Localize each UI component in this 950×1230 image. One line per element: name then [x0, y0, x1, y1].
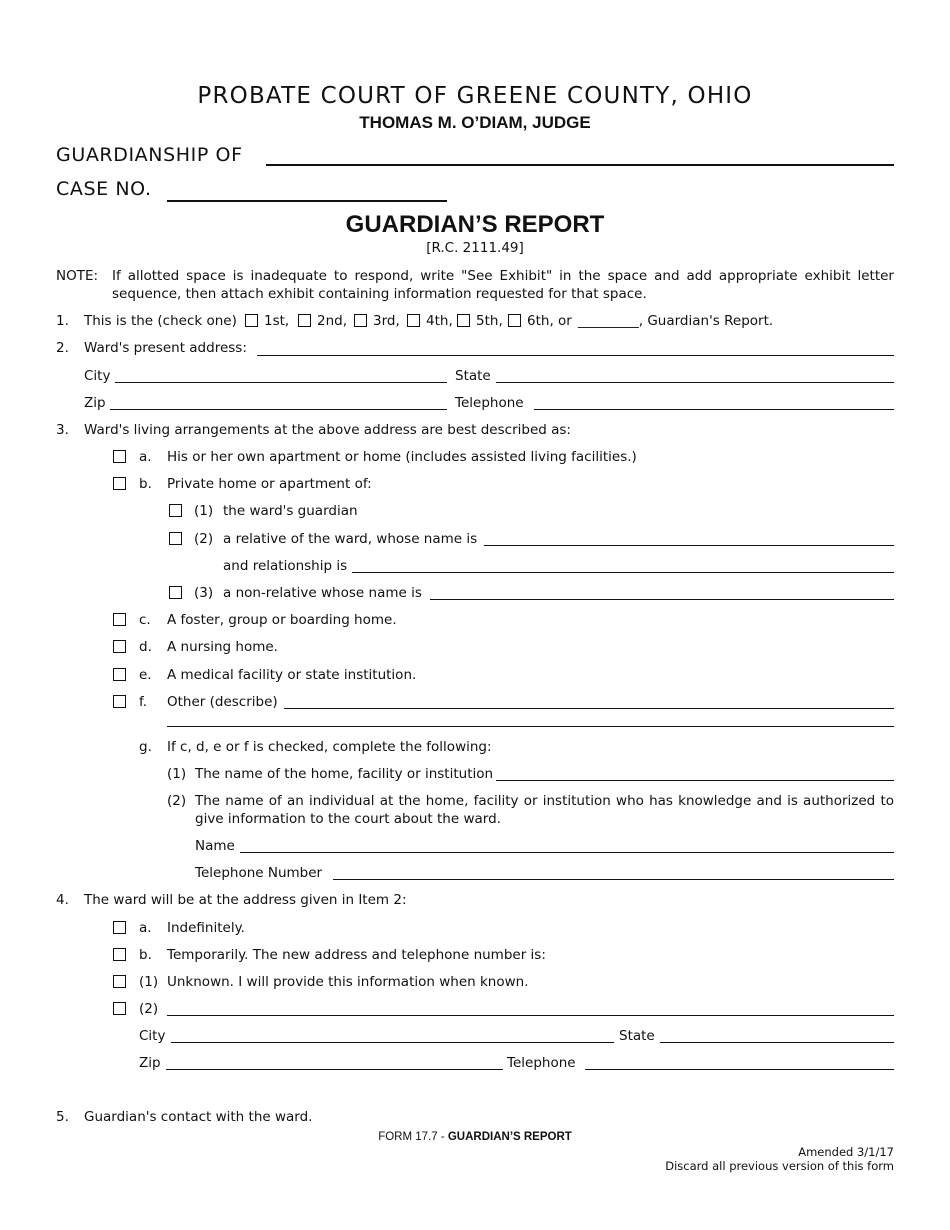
item-3g2-line-2: give information to the court about the ward. — [195, 811, 501, 827]
checkbox-4b[interactable] — [113, 948, 126, 961]
item-3g2-number: (2) — [167, 793, 187, 809]
item-3g1-text: The name of the home, facility or institution — [195, 766, 494, 782]
item-3c-text: A foster, group or boarding home. — [167, 612, 397, 628]
checkbox-4-unknown[interactable] — [113, 975, 126, 988]
relationship-field[interactable] — [352, 572, 894, 573]
item-2-number: 2. — [56, 340, 69, 356]
checkbox-1st[interactable] — [245, 314, 258, 327]
telephone-label: Telephone — [455, 395, 524, 411]
item-3d-text: A nursing home. — [167, 639, 278, 655]
discard-notice: Discard all previous version of this form — [665, 1159, 894, 1173]
item-3g-text: If c, d, e or f is checked, complete the following: — [167, 739, 492, 755]
checkbox-4th[interactable] — [407, 314, 420, 327]
guardianship-of-field[interactable] — [266, 164, 894, 166]
item-3g2-line-1: The name of an individual at the home, facility or institution who has knowledge and is authorized to — [195, 793, 894, 809]
case-number-label: CASE NO. — [56, 178, 152, 200]
city-field[interactable] — [115, 382, 447, 383]
item-3b-letter: b. — [139, 476, 152, 492]
new-telephone-field[interactable] — [585, 1069, 894, 1070]
item-5-number: 5. — [56, 1109, 69, 1125]
ward-address-label: Ward's present address: — [84, 340, 247, 356]
ward-address-field[interactable] — [257, 355, 894, 356]
form-footer-name: GUARDIAN’S REPORT — [447, 1131, 572, 1143]
city-label: City — [84, 368, 111, 384]
new-state-label: State — [619, 1028, 655, 1044]
item-4b-letter: b. — [139, 947, 152, 963]
note-line-2: sequence, then attach exhibit containing information requested for that space. — [112, 286, 647, 302]
option-2nd: 2nd, — [317, 313, 348, 329]
checkbox-3e[interactable] — [113, 668, 126, 681]
item-3d-letter: d. — [139, 639, 152, 655]
item-3f-text: Other (describe) — [167, 694, 278, 710]
zip-label: Zip — [84, 395, 106, 411]
checkbox-6th[interactable] — [508, 314, 521, 327]
checkbox-3b[interactable] — [113, 477, 126, 490]
item-4-unknown-number: (1) — [139, 974, 159, 990]
item-3b1-number: (1) — [194, 503, 214, 519]
note-line-1: If allotted space is inadequate to respond, write "See Exhibit" in the space and add appropriate exhibit letter — [112, 268, 894, 284]
contact-name-label: Name — [195, 838, 235, 854]
item-4-new-address-number: (2) — [139, 1001, 159, 1017]
checkbox-3a[interactable] — [113, 450, 126, 463]
other-describe-field-2[interactable] — [167, 726, 894, 727]
judge-name: THOMAS M. O’DIAM, JUDGE — [359, 113, 591, 132]
item-3e-text: A medical facility or state institution. — [167, 667, 417, 683]
case-number-field[interactable] — [167, 200, 447, 202]
option-6th: 6th, or — [527, 313, 572, 329]
item-4a-text: Indefinitely. — [167, 920, 245, 936]
item-3e-letter: e. — [139, 667, 152, 683]
item-3g1-number: (1) — [167, 766, 187, 782]
new-city-label: City — [139, 1028, 166, 1044]
new-telephone-label: Telephone — [507, 1055, 576, 1071]
item-3a-letter: a. — [139, 449, 152, 465]
contact-phone-label: Telephone Number — [195, 865, 323, 881]
checkbox-3rd[interactable] — [354, 314, 367, 327]
form-number: FORM 17.7 - — [378, 1131, 448, 1143]
option-3rd: 3rd, — [373, 313, 400, 329]
telephone-field[interactable] — [534, 409, 894, 410]
item-3a-text: His or her own apartment or home (includes assisted living facilities.) — [167, 449, 637, 465]
checkbox-3b1[interactable] — [169, 504, 182, 517]
relationship-label: and relationship is — [223, 558, 348, 574]
note-label: NOTE: — [56, 268, 99, 284]
amended-date: Amended 3/1/17 — [798, 1145, 894, 1159]
state-field[interactable] — [496, 382, 894, 383]
contact-name-field[interactable] — [240, 852, 894, 853]
state-label: State — [455, 368, 491, 384]
contact-phone-field[interactable] — [333, 879, 894, 880]
checkbox-4-new-address[interactable] — [113, 1002, 126, 1015]
new-zip-label: Zip — [139, 1055, 161, 1071]
new-zip-field[interactable] — [166, 1069, 503, 1070]
option-5th: 5th, — [476, 313, 503, 329]
item-3b2-text: a relative of the ward, whose name is — [223, 531, 478, 547]
new-city-field[interactable] — [171, 1042, 614, 1043]
item-3g-letter: g. — [139, 739, 152, 755]
item-3f-letter: f. — [139, 694, 148, 710]
item-4-unknown-text: Unknown. I will provide this information when known. — [167, 974, 529, 990]
item-4-intro: The ward will be at the address given in Item 2: — [84, 892, 407, 908]
form-title: GUARDIAN’S REPORT — [345, 211, 605, 238]
item-3b-text: Private home or apartment of: — [167, 476, 372, 492]
item-4b-text: Temporarily. The new address and telephone number is: — [167, 947, 546, 963]
other-describe-field[interactable] — [284, 708, 894, 709]
non-relative-name-field[interactable] — [430, 599, 894, 600]
form-footer — [0, 1131, 950, 1143]
checkbox-3b2[interactable] — [169, 532, 182, 545]
checkbox-5th[interactable] — [457, 314, 470, 327]
item-3-intro: Ward's living arrangements at the above address are best described as: — [84, 422, 571, 438]
statute-reference: [R.C. 2111.49] — [426, 240, 524, 256]
checkbox-3b3[interactable] — [169, 586, 182, 599]
item-3c-letter: c. — [139, 612, 151, 628]
zip-field[interactable] — [110, 409, 447, 410]
item-3b2-number: (2) — [194, 531, 214, 547]
checkbox-3d[interactable] — [113, 640, 126, 653]
facility-name-field[interactable] — [496, 780, 894, 781]
checkbox-3c[interactable] — [113, 613, 126, 626]
item-3-number: 3. — [56, 422, 69, 438]
item-5-text: Guardian's contact with the ward. — [84, 1109, 313, 1125]
item-3b3-number: (3) — [194, 585, 214, 601]
item-1-number: 1. — [56, 313, 69, 329]
court-title: PROBATE COURT OF GREENE COUNTY, OHIO — [197, 83, 753, 109]
option-4th: 4th, — [426, 313, 453, 329]
item-1-prefix: This is the (check one) — [84, 313, 237, 329]
new-state-field[interactable] — [660, 1042, 894, 1043]
new-address-field[interactable] — [167, 1015, 894, 1016]
item-3b3-text: a non-relative whose name is — [223, 585, 422, 601]
checkbox-3f[interactable] — [113, 695, 126, 708]
item-4a-letter: a. — [139, 920, 152, 936]
relative-name-field[interactable] — [484, 545, 894, 546]
guardianship-label: GUARDIANSHIP OF — [56, 144, 243, 166]
item-4-number: 4. — [56, 892, 69, 908]
item-1-suffix: _________, Guardian's Report. — [578, 313, 774, 329]
checkbox-2nd[interactable] — [298, 314, 311, 327]
item-3b1-text: the ward's guardian — [223, 503, 358, 519]
checkbox-4a[interactable] — [113, 921, 126, 934]
option-1st: 1st, — [264, 313, 290, 329]
